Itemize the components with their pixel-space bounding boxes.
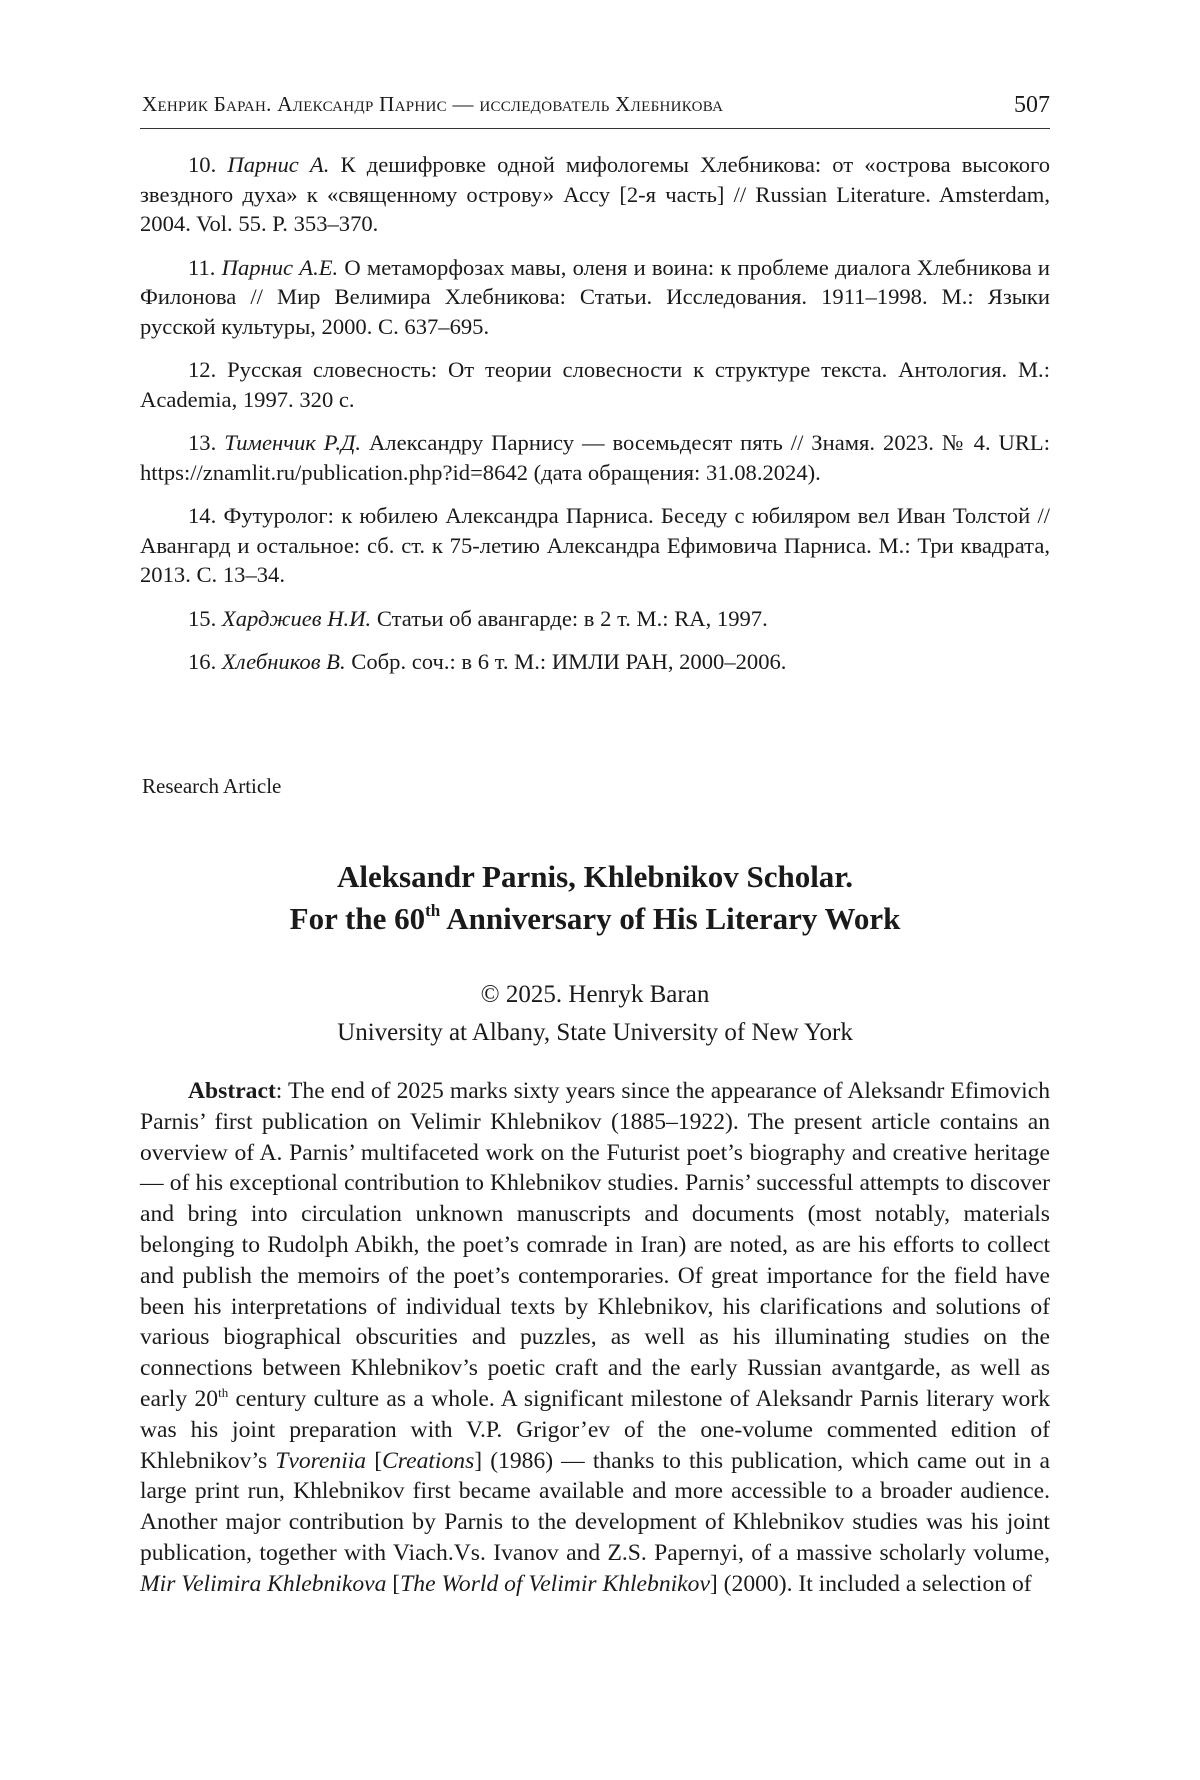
reference-number: 10. — [188, 152, 217, 177]
reference-author: Хлебников В. — [221, 649, 346, 674]
reference-text: К дешифровке одной мифологемы Хлебникова: от «острова высокого звездного духа» к «священному острову» Ассу [2-я часть] // Russian Literature. Amsterdam, 2004. Vol. 55. P. 353–370. — [140, 152, 1051, 236]
reference-number: 11. — [188, 254, 216, 280]
reference-text: Александру Парнису — восемьдесят пять // Знамя. 2023. № 4. URL: https://znamlit.ru/publication.php?id=8642 (дата обращения: 31.08.2024). — [140, 430, 1051, 485]
reference-author: Тименчик Р.Д. — [224, 430, 362, 455]
reference-number: 12. — [188, 357, 217, 382]
abstract-text: ] (1986) — thanks to this publication, which came out in a large print run, Khlebnikov first became available and more accessible to a broader audience. Another major contribution by Parnis to the development of Khlebnikov studies was his joint publication, together with Viach.Vs. Ivanov and Z.S. Papernyi, of a massive scholarly volume, — [140, 1447, 1050, 1566]
title-line-1: Aleksandr Parnis, Khlebnikov Scholar. — [337, 859, 853, 894]
reference-item — [140, 150, 1050, 239]
abstract-italic: Tvoreniia — [275, 1447, 367, 1474]
abstract-text: [ — [386, 1570, 401, 1597]
reference-author: Парнис А.Е. — [221, 254, 339, 280]
title-superscript: th — [425, 900, 441, 920]
abstract-superscript: th — [218, 1385, 229, 1401]
running-header — [140, 88, 1050, 129]
abstract-text: [ — [366, 1447, 383, 1474]
reference-item — [140, 647, 1050, 677]
author-block — [140, 976, 1050, 1052]
article-title — [140, 856, 1050, 940]
reference-text: О метаморфозах мавы, оленя и воина: к проблеме диалога Хлебникова и Филонова // Мир Велимира Хлебникова: Статьи. Исследования. 1911–1998. М.: Языки русской культуры, 2000. С. 637–695. — [140, 254, 1051, 339]
reference-item — [140, 604, 1050, 634]
reference-number: 15. — [188, 605, 217, 631]
reference-item — [140, 253, 1050, 342]
abstract-text: ] (2000). It included a selection of — [709, 1570, 1032, 1597]
copyright-line: © 2025. Henryk Baran — [480, 981, 710, 1008]
abstract — [140, 1076, 1050, 1600]
reference-item — [140, 355, 1050, 414]
reference-number: 16. — [188, 649, 217, 674]
reference-text: Статьи об авангарде: в 2 т. М.: RA, 1997. — [376, 605, 768, 631]
reference-item — [140, 428, 1050, 487]
reference-text: Футуролог: к юбилею Александра Парниса. Беседу с юбиляром вел Иван Толстой // Авангард и остальное: сб. ст. к 75-летию Александра Ефимовича Парниса. М.: Три квадрата, 2013. С. 13–34. — [140, 503, 1050, 587]
abstract-text: : The end of 2025 marks sixty years since the appearance of Aleksandr Efimovich Parnis’ first publication on Velimir Khlebnikov (1885–1922). The present article contains an overview of A. Parnis’ multifaceted work on the Futurist poet’s biography and creative heritage — of his exceptional contribution to Khlebnikov studies. Parnis’ successful attempts to discover and bring into circulation unknown manuscripts and documents (most notably, materials belonging to Rudolph Abikh, the poet’s comrade in Iran) are noted, as are his efforts to collect and publish the memoirs of the poet’s contemporaries. Of great importance for the field have been his interpretations of individual texts by Khlebnikov, his clarifications and solutions of various biographical obscurities and puzzles, as well as his illuminating studies on the connections between Khlebnikov’s poetic craft and the early Russian avantgarde, as well as early 20 — [140, 1078, 1050, 1412]
abstract-text: century culture as a whole. A significant milestone of Aleksandr Parnis literary work was his joint preparation with V.P. Grigor’ev of the one-volume commented edition of Khlebnikov’s — [140, 1385, 1050, 1474]
abstract-italic: The World of Velimir Khlebnikov — [400, 1570, 710, 1597]
page-number: 507 — [1014, 92, 1050, 118]
title-line-2-start: For the 60 — [289, 901, 426, 936]
reference-number: 13. — [188, 430, 217, 455]
abstract-italic: Mir Velimira Khlebnikova — [140, 1570, 387, 1597]
affiliation: University at Albany, State University of New York — [337, 1019, 853, 1046]
title-line-2 — [140, 898, 1050, 940]
reference-text: Русская словесность: От теории словесности к структуре текста. Антология. М.: Academia, 1997. 320 с. — [140, 357, 1050, 412]
article-type-label: Research Article — [142, 774, 282, 798]
reference-author: Харджиев Н.И. — [221, 605, 372, 631]
reference-number: 14. — [188, 503, 217, 528]
reference-item — [140, 501, 1050, 590]
running-title: Хенрик Баран. Александр Парнис — исследователь Хлебникова — [142, 92, 724, 116]
reference-author: Парнис А. — [227, 152, 330, 177]
abstract-italic: Creations — [382, 1447, 475, 1474]
abstract-label: Abstract — [188, 1078, 276, 1104]
reference-list — [140, 150, 1050, 691]
reference-text: Собр. соч.: в 6 т. М.: ИМЛИ РАН, 2000–2006. — [351, 649, 787, 674]
title-line-2-end: Anniversary of His Literary Work — [440, 901, 901, 936]
